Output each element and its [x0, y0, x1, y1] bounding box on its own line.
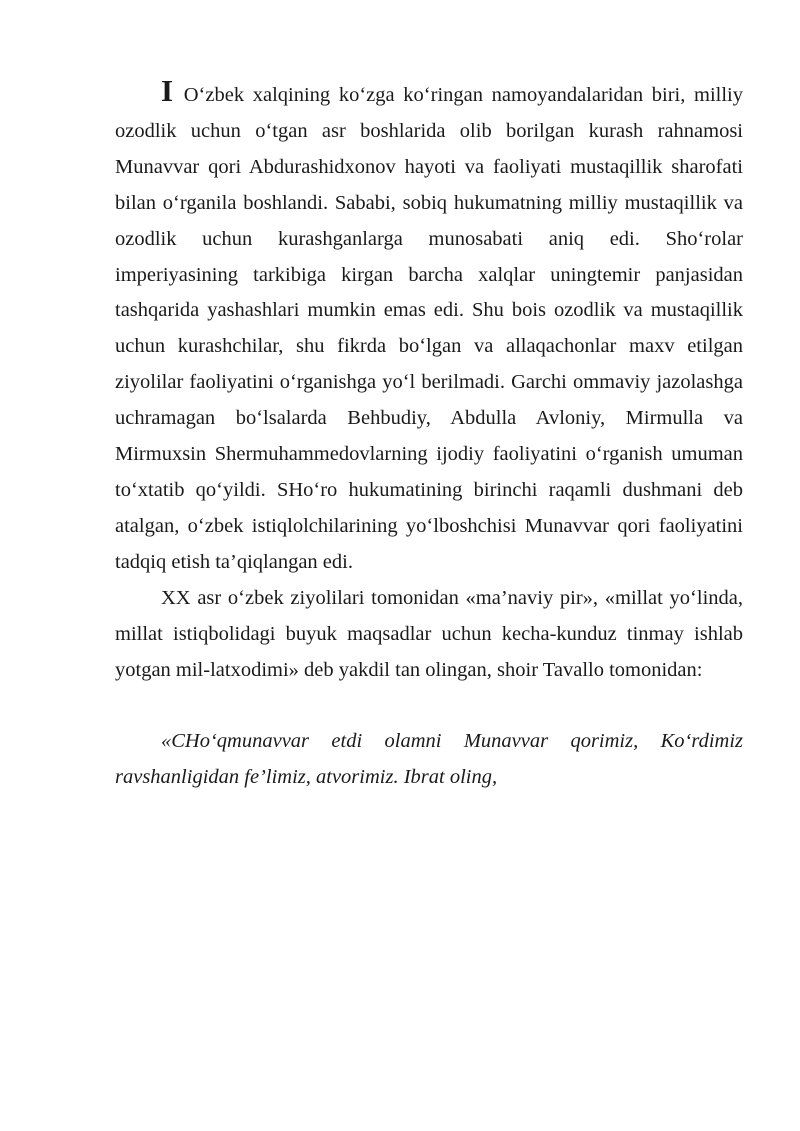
verse-quote-text: «CHo‘qmunavvar etdi olamni Munavvar qorimiz, Ko‘rdimiz ravshanligidan fe’limiz, atvorimiz. Ibrat oling, — [115, 730, 743, 789]
spacer — [115, 688, 743, 724]
paragraph-second-text: XX asr o‘zbek ziyolilari tomonidan «ma’naviy pir», «millat yo‘linda, millat istiqbolidagi buyuk maqsadlar uchun kecha-kunduz tinmay ishlab yotgan mil-latxodimi» deb yakdil tan olingan, shoir Tavallo tomonidan: — [115, 586, 743, 681]
paragraph-intro-text: O‘zbek xalqining ko‘zga ko‘ringan namoyandalaridan biri, milliy ozodlik uchun o‘tgan asr boshlarida olib borilgan kurash rahnamosi Munavvar qori Abdurashidxonov hayoti va faoliyati mustaqillik sharofati bilan o‘rganila boshlandi. Sababi, sobiq hukumatning milliy mustaqillik va ozodlik uchun kurashganlarga munosabati aniq edi. Sho‘rolar imperiyasining tarkibiga kirgan barcha xalqlar uningtemir panjasidan tashqarida yashashlari mumkin emas edi. Shu bois ozodlik va mustaqillik uchun kurashchilar, shu fikrda bo‘lgan va allaqachonlar maxv etilgan ziyolilar faoliyatini o‘rganishga yo‘l berilmadi. Garchi ommaviy jazolashga uchramagan bo‘lsalarda Behbudiy, Abdulla Avloniy, Mirmulla va Mirmuxsin Shermuhammedovlarning ijodiy faoliyatini o‘rganish umuman to‘xtatib qo‘yildi. SHo‘ro hukumatining birinchi raqamli dushmani deb atalgan, o‘zbek istiqlolchilarining yo‘lboshchisi Munavvar qori faoliyatini tadqiq etish ta’qiqlangan edi. — [115, 84, 743, 573]
drop-cap: I — [161, 73, 174, 108]
document-page — [115, 73, 743, 796]
paragraph-intro — [115, 73, 743, 581]
paragraph-second — [115, 581, 743, 689]
verse-quote — [115, 724, 743, 796]
